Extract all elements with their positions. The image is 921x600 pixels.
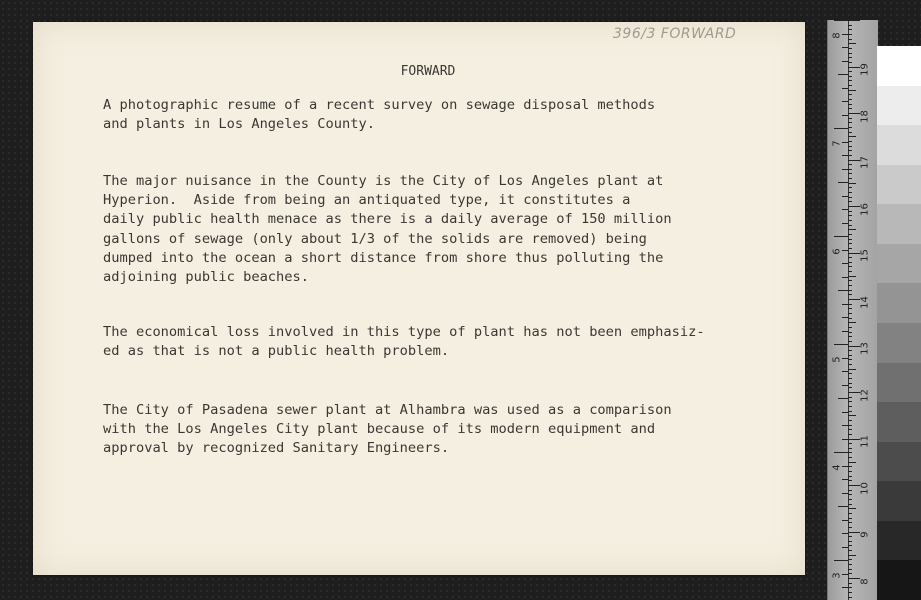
paragraph-3: The economical loss involved in this type of plant has not been emphasiz- ed as that is not a public health problem. [103,324,705,360]
ruler-tick [848,192,852,193]
grayscale-step [877,323,921,363]
ruler-tick [848,304,852,305]
ruler-tick [848,406,852,407]
ruler-tick [834,560,848,561]
ruler-tick [848,113,860,114]
ruler-tick [848,118,852,119]
ruler-tick [848,346,860,347]
ruler-tick [848,448,852,449]
ruler-tick [848,85,852,86]
ruler-tick [848,527,852,528]
ruler-tick [838,506,848,507]
paragraph-2: The major nuisance in the County is the City of Los Angeles plant at Hyperion. Aside from being an antiquated type, it constitutes a daily public health menace as there is a daily average of 150 million gallons of sewage (only about 1/3 of the solids are removed) being dumped into the ocean a short distance from shore thus polluting the adjoining public beaches. [103,173,672,286]
ruler-tick [848,280,852,281]
ruler-tick [848,201,852,202]
ruler-tick [838,182,848,183]
ruler-tick [848,583,852,584]
ruler-tick [848,439,860,440]
ruler-tick [848,220,852,221]
ruler-tick [848,536,852,537]
ruler-tick [848,229,856,230]
paragraph-1: A photographic resume of a recent survey on sewage disposal methods and plants in Los Angeles County. [103,97,656,133]
ruler-tick [834,452,848,453]
inch-label: 8 [831,32,843,39]
ruler-tick [848,336,852,337]
ruler-tick [848,373,852,374]
ruler-tick [848,452,852,453]
cm-label: 16 [859,202,871,216]
ruler-tick [848,173,852,174]
cm-label: 11 [859,435,871,448]
ruler-tick [848,294,852,295]
ruler-tick [834,236,848,237]
grayscale-step [877,481,921,521]
ruler-tick [848,545,852,546]
ruler-tick [848,355,852,356]
ruler-tick [848,164,852,165]
cm-label: 12 [859,388,871,402]
ruler-tick [848,587,852,588]
ruler-tick [848,290,852,291]
grayscale-step [877,86,921,126]
ruler-tick [848,466,852,467]
ruler-tick [848,53,852,54]
ruler-tick [848,239,852,240]
ruler-tick [848,532,860,533]
ruler-tick [848,332,852,333]
ruler-tick [848,34,852,35]
ruler-tick [848,504,852,505]
grayscale-step [877,283,921,323]
ruler-tick [848,462,856,463]
grayscale-step [877,363,921,403]
grayscale-step [877,204,921,244]
ruler-tick [848,350,852,351]
ruler-tick [848,387,852,388]
ruler-tick [848,206,860,207]
ruler-tick [848,364,852,365]
handwritten-note: 396/3 FORWARD [613,26,737,42]
ruler-tick [848,513,852,514]
ruler-tick [848,597,852,598]
ruler-tick [848,57,852,58]
grayscale-step [877,402,921,442]
cm-label: 8 [859,577,871,585]
ruler-tick [838,74,848,75]
ruler-tick [848,183,856,184]
ruler-tick [848,318,852,319]
ruler-tick [848,322,856,323]
ruler-tick [848,555,856,556]
ruler-tick [848,215,852,216]
ruler-tick [848,39,852,40]
ruler-tick [848,71,852,72]
ruler-tick [848,187,852,188]
ruler-tick [848,429,852,430]
inch-label: 4 [831,464,843,471]
ruler-tick [848,569,852,570]
paragraph-4: The City of Pasadena sewer plant at Alhambra was used as a comparison with the Los Angeles City plant because of its modern equipment and approval by recognized Sanitary Engineers. [103,402,672,457]
ruler-tick [848,485,860,486]
ruler-tick [848,308,852,309]
ruler-tick [838,398,848,399]
ruler-tick [848,443,852,444]
ruler-tick [848,257,852,258]
ruler-tick [848,178,852,179]
cm-label: 14 [859,295,871,309]
grayscale-step [877,125,921,165]
ruler-tick [848,327,852,328]
ruler-tick [848,197,852,198]
ruler-tick [848,592,852,593]
ruler-tick [848,43,856,44]
ruler-tick [848,397,852,398]
ruler-tick [848,127,852,128]
ruler-tick [848,359,852,360]
ruler-tick [848,559,852,560]
ruler-tick [848,262,852,263]
cm-label: 10 [859,481,871,495]
ruler-tick [848,550,852,551]
page-title: FORWARD [400,64,456,79]
ruler-tick [848,369,856,370]
ruler-tick [848,108,852,109]
ruler-tick [848,248,852,249]
ruler-tick [848,476,852,477]
ruler-tick [848,411,852,412]
ruler-tick [848,499,852,500]
ruler-tick [848,146,852,147]
ruler-tick [848,211,852,212]
ruler-tick [848,341,852,342]
ruler-tick [834,128,848,129]
ruler-tick [848,225,852,226]
ruler-tick [848,122,852,123]
inch-label: 3 [831,572,843,579]
ruler-tick [848,420,852,421]
ruler-tick [848,425,852,426]
ruler-tick [848,62,852,63]
ruler-tick [848,494,852,495]
ruler-tick [848,67,860,68]
ruler-tick [848,276,856,277]
ruler-tick [848,29,852,30]
grayscale-step [877,165,921,205]
ruler-tick [834,344,848,345]
ruler-tick [848,160,860,161]
ruler-tick [848,48,852,49]
ruler-tick [848,132,852,133]
ruler-tick [848,80,852,81]
measuring-ruler [827,20,878,600]
ruler-tick [848,99,852,100]
ruler-tick [848,573,852,574]
ruler-tick [848,508,856,509]
cm-label: 13 [859,342,871,355]
cm-label: 17 [859,156,871,169]
cm-label: 19 [859,63,871,76]
ruler-tick [848,378,852,379]
inch-scale [828,20,849,600]
ruler-tick [848,141,852,142]
grayscale-step [877,442,921,482]
ruler-tick [848,564,852,565]
ruler-tick [848,471,852,472]
cm-label: 18 [859,109,871,123]
ruler-tick [848,243,852,244]
ruler-tick [848,578,860,579]
ruler-tick [848,415,856,416]
inch-label: 6 [831,248,843,255]
ruler-tick [848,169,852,170]
grayscale-step [877,46,921,86]
ruler-tick [848,518,852,519]
ruler-tick [848,90,856,91]
inch-label: 5 [831,356,843,363]
ruler-tick [848,150,852,151]
ruler-tick [848,271,852,272]
cm-label: 9 [859,531,871,538]
grayscale-step [877,521,921,561]
ruler-tick [848,392,860,393]
ruler-tick [848,76,852,77]
grayscale-calibration-strip [877,46,921,600]
inch-label: 7 [831,140,843,147]
ruler-tick [848,434,852,435]
ruler-tick [848,541,852,542]
ruler-tick [848,104,852,105]
document-page [33,22,805,575]
ruler-tick [848,25,852,26]
ruler-tick [848,299,860,300]
ruler-tick [848,457,852,458]
ruler-tick [848,136,856,137]
ruler-tick [838,290,848,291]
ruler-tick [848,522,852,523]
ruler-tick [848,313,852,314]
ruler-tick [848,383,852,384]
ruler-tick [848,155,852,156]
ruler-tick [848,490,852,491]
ruler-tick [848,253,860,254]
grayscale-step [877,244,921,284]
ruler-tick [848,94,852,95]
ruler-tick [848,266,852,267]
cm-scale [848,20,876,600]
ruler-tick [834,20,848,21]
ruler-tick [848,234,852,235]
ruler-tick [848,401,852,402]
ruler-tick [848,20,860,21]
ruler-tick [848,480,852,481]
cm-label: 15 [859,249,871,262]
ruler-tick [848,285,852,286]
grayscale-step [877,560,921,600]
